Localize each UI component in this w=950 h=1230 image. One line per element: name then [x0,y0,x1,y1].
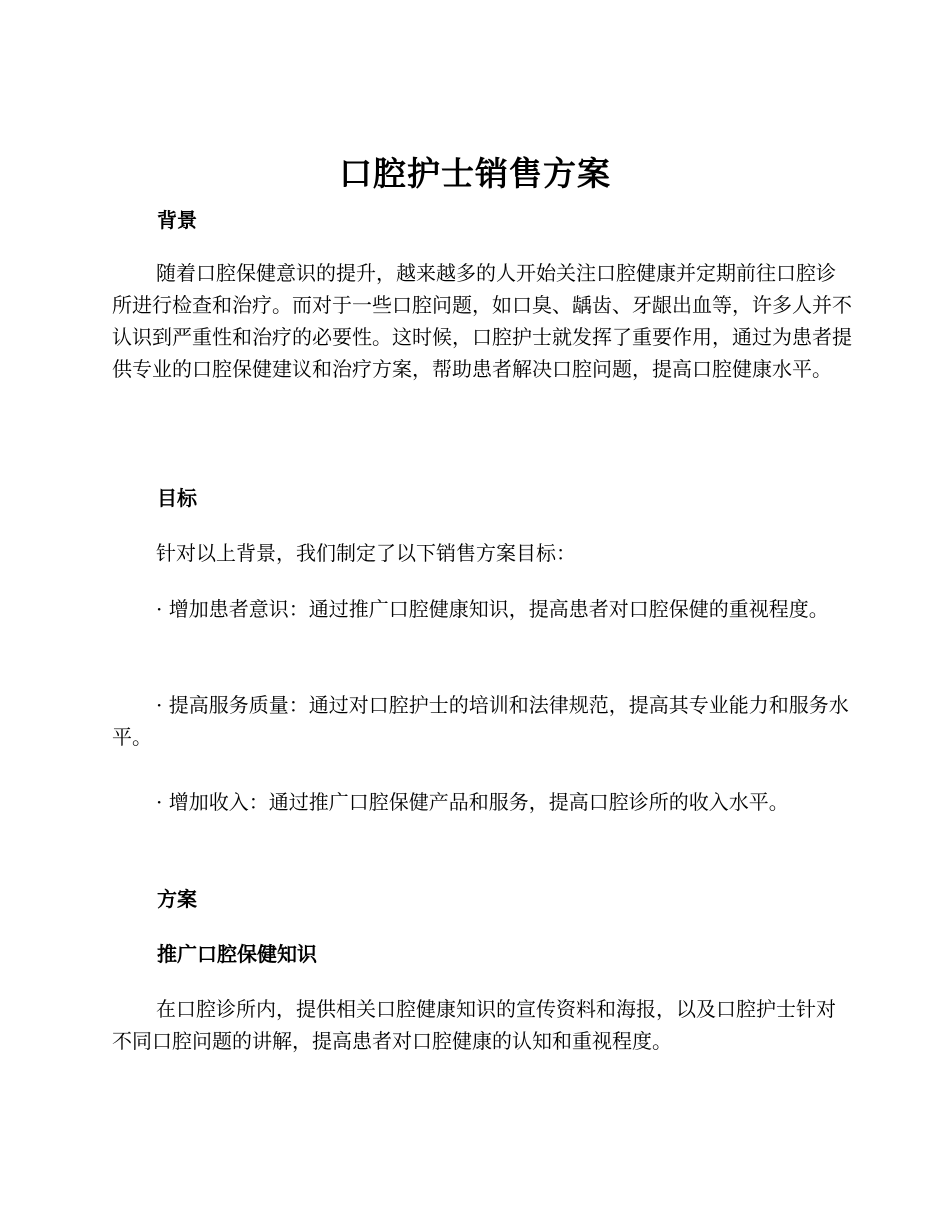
document-title: 口腔护士销售方案 [339,154,611,193]
subsection-heading-promote-knowledge: 推广口腔保健知识 [157,942,317,966]
section-heading-plan: 方案 [157,887,197,911]
goal-item-awareness: · 增加患者意识：通过推广口腔健康知识，提高患者对口腔保健的重视程度。 [156,597,829,621]
goal-item-service-quality: · 提高服务质量：通过对口腔护士的培训和法律规范，提高其专业能力和服务水平。 [112,693,849,749]
section-heading-goals: 目标 [157,486,197,510]
plan-paragraph: 在口腔诊所内，提供相关口腔健康知识的宣传资料和海报，以及口腔护士针对不同口腔问题的讲解，提高患者对口腔健康的认知和重视程度。 [112,997,836,1053]
goal-item-income: · 增加收入：通过推广口腔保健产品和服务，提高口腔诊所的收入水平。 [156,790,789,814]
background-paragraph: 随着口腔保健意识的提升，越来越多的人开始关注口腔健康并定期前往口腔诊所进行检查和治疗。而对于一些口腔问题，如口臭、龋齿、牙龈出血等，许多人并不认识到严重性和治疗的必要性。这时候，口腔护士就发挥了重要作用，通过为患者提供专业的口腔保健建议和治疗方案，帮助患者解决口腔问题，提高口腔健康水平。 [112,261,852,381]
section-heading-background: 背景 [157,208,197,232]
goals-intro: 针对以上背景，我们制定了以下销售方案目标： [156,541,576,565]
